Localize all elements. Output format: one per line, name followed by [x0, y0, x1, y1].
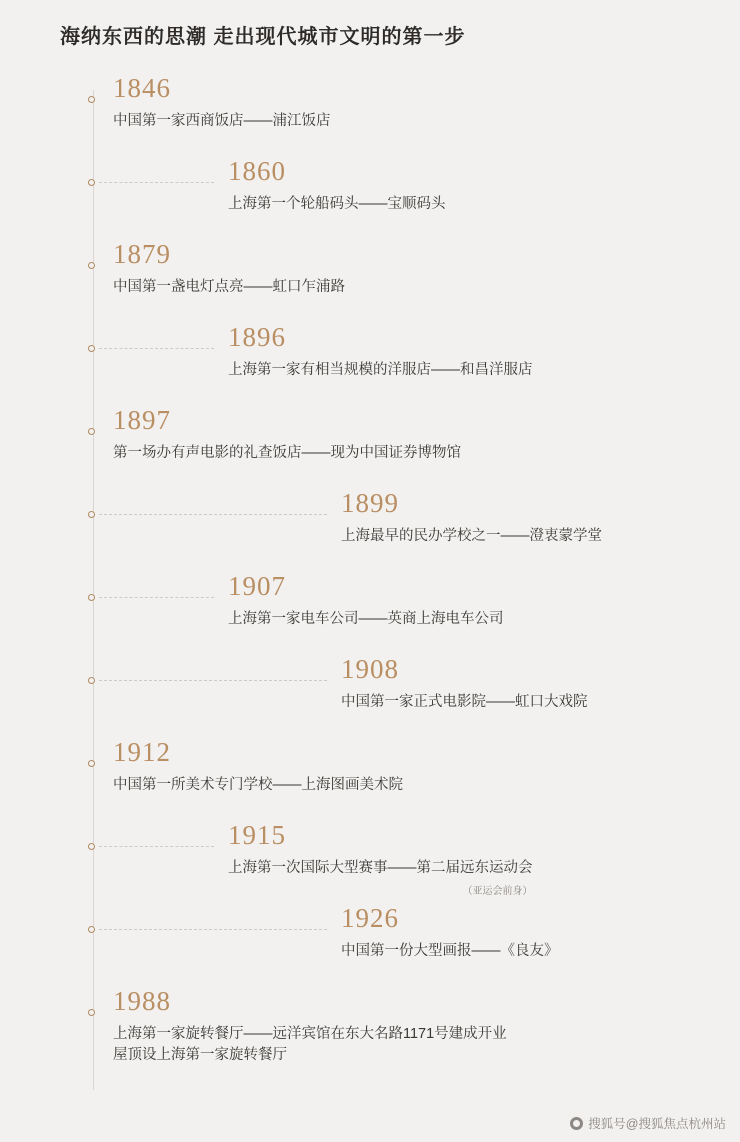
entry-description: 中国第一家西商饭店——浦江饭店: [113, 113, 331, 129]
timeline-dot-icon: [88, 96, 95, 103]
entry-description: 中国第一盏电灯点亮——虹口乍浦路: [113, 279, 345, 295]
timeline-entry: [0, 736, 740, 819]
timeline-entry-content: [228, 155, 446, 215]
timeline-entry: [0, 902, 740, 985]
entry-note: （亚运会前身）: [462, 886, 533, 897]
timeline-dot-icon: [88, 926, 95, 933]
timeline-dot-icon: [88, 594, 95, 601]
entry-year: 1988: [113, 986, 171, 1016]
timeline-entry-content: [113, 736, 403, 796]
entry-description: 中国第一所美术专门学校——上海图画美术院: [113, 777, 403, 793]
timeline-entry-content: [228, 819, 533, 897]
timeline-entry-content: [341, 653, 588, 713]
entry-description: 上海第一家有相当规模的洋服店——和昌洋服店: [228, 362, 533, 378]
timeline: [0, 72, 740, 1080]
entry-description: 上海第一个轮船码头——宝顺码头: [228, 196, 446, 212]
watermark-text: 搜狐号@搜狐焦点杭州站: [588, 1117, 726, 1131]
timeline-entry: [0, 985, 740, 1080]
timeline-entry: [0, 570, 740, 653]
entry-year: 1912: [113, 737, 171, 767]
page-title: 海纳东西的思潮 走出现代城市文明的第一步: [60, 26, 466, 48]
timeline-dot-icon: [88, 1009, 95, 1016]
entry-description: 上海第一家旋转餐厅——远洋宾馆在东大名路1171号建成开业: [113, 1026, 507, 1042]
timeline-dot-icon: [88, 262, 95, 269]
entry-year: 1899: [341, 488, 399, 518]
timeline-entry: [0, 653, 740, 736]
timeline-entry-content: [113, 985, 507, 1066]
entry-year: 1926: [341, 903, 399, 933]
timeline-dot-icon: [88, 428, 95, 435]
timeline-connector: [99, 680, 327, 681]
entry-description-line2: 屋顶设上海第一家旋转餐厅: [113, 1047, 287, 1063]
timeline-connector: [99, 597, 214, 598]
timeline-connector: [99, 846, 214, 847]
timeline-dot-icon: [88, 760, 95, 767]
entry-year: 1879: [113, 239, 171, 269]
timeline-connector: [99, 514, 327, 515]
timeline-connector: [99, 182, 214, 183]
timeline-entry-content: [113, 404, 461, 464]
timeline-entry-content: [228, 321, 533, 381]
entry-year: 1860: [228, 156, 286, 186]
timeline-dot-icon: [88, 677, 95, 684]
entry-year: 1908: [341, 654, 399, 684]
entry-description: 上海第一家电车公司——英商上海电车公司: [228, 611, 504, 627]
timeline-entry-content: [113, 238, 345, 298]
entry-description: 上海最早的民办学校之一——澄衷蒙学堂: [341, 528, 602, 544]
timeline-entry-content: [341, 902, 559, 962]
entry-year: 1896: [228, 322, 286, 352]
timeline-entry: [0, 155, 740, 238]
timeline-entry: [0, 404, 740, 487]
entry-description: 第一场办有声电影的礼查饭店——现为中国证券博物馆: [113, 445, 461, 461]
timeline-dot-icon: [88, 511, 95, 518]
timeline-entries: [0, 72, 740, 1080]
timeline-connector: [99, 348, 214, 349]
timeline-dot-icon: [88, 179, 95, 186]
timeline-entry: [0, 72, 740, 155]
entry-year: 1897: [113, 405, 171, 435]
timeline-dot-icon: [88, 345, 95, 352]
timeline-entry-content: [113, 72, 331, 132]
entry-year: 1907: [228, 571, 286, 601]
timeline-dot-icon: [88, 843, 95, 850]
watermark: [570, 1114, 726, 1132]
entry-year: 1915: [228, 820, 286, 850]
entry-description: 中国第一份大型画报——《良友》: [341, 943, 559, 959]
timeline-entry: [0, 238, 740, 321]
timeline-entry: [0, 819, 740, 902]
sohu-icon: [570, 1117, 583, 1130]
timeline-entry: [0, 487, 740, 570]
timeline-entry: [0, 321, 740, 404]
entry-year: 1846: [113, 73, 171, 103]
entry-description: 中国第一家正式电影院——虹口大戏院: [341, 694, 588, 710]
timeline-connector: [99, 929, 327, 930]
entry-description: 上海第一次国际大型赛事——第二届远东运动会: [228, 860, 533, 876]
timeline-entry-content: [341, 487, 602, 547]
timeline-entry-content: [228, 570, 504, 630]
